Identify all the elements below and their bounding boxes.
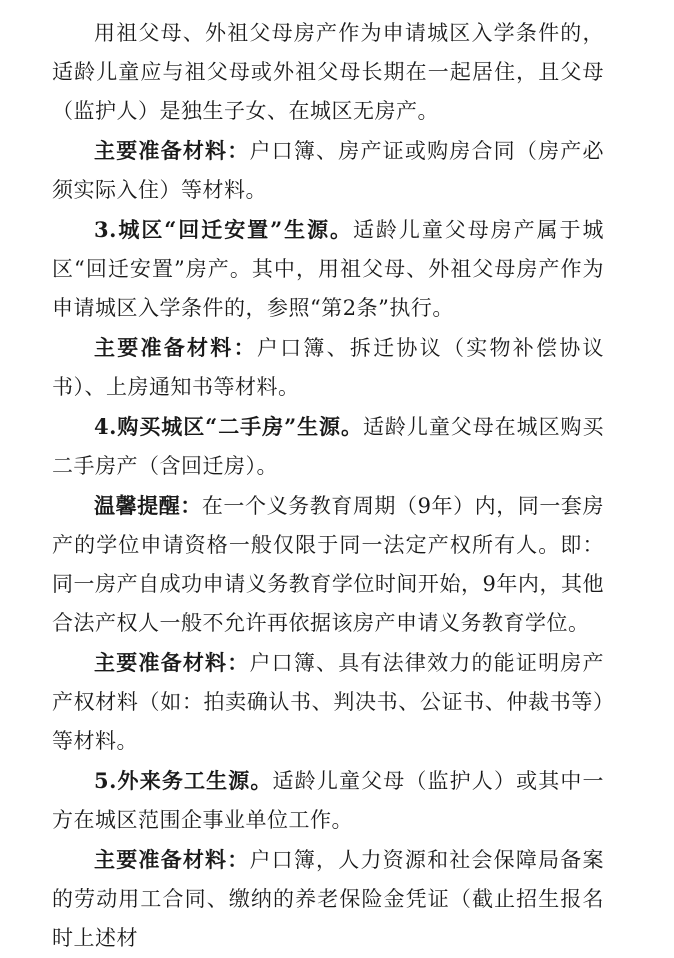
paragraph-second-hand-source	[52, 407, 604, 486]
paragraph-materials-3	[52, 643, 604, 761]
section-heading-3: 3.城区“回迁安置”生源。	[94, 217, 353, 242]
paragraph-migrant-worker-source	[52, 761, 604, 840]
paragraph-resettlement-source	[52, 210, 604, 328]
paragraph-materials-1	[52, 131, 604, 210]
paragraph-reminder	[52, 486, 604, 643]
paragraph-text: 户口簿，人力资源和社会保障局备案的劳动用工合同、缴纳的养老保险金凭证（截止招生报名时上述材	[52, 848, 605, 950]
section-heading-4: 4.购买城区“二手房”生源。	[94, 414, 363, 439]
paragraph-text: 户口簿、房产证或购房合同（房产必须实际入住）等材料。	[52, 139, 605, 202]
section-heading-5: 5.外来务工生源。	[94, 768, 273, 793]
paragraph-materials-4	[52, 840, 604, 958]
paragraph-materials-2	[52, 328, 604, 407]
paragraph-text: 适龄儿童父母在城区购买二手房产（含回迁房）。	[52, 415, 604, 478]
reminder-heading: 温馨提醒：	[94, 493, 202, 518]
materials-heading: 主要准备材料：	[94, 650, 250, 675]
materials-heading: 主要准备材料：	[94, 138, 250, 163]
paragraph-text: 户口簿、具有法律效力的能证明房产产权材料（如：拍卖确认书、判决书、公证书、仲裁书等）等材料。	[52, 651, 605, 753]
paragraph-text: 在一个义务教育周期（9年）内，同一套房产的学位申请资格一般仅限于同一法定产权所有人。即：同一房产自成功申请义务教育学位时间开始，9年内，其他合法产权人一般不允许再依据该房产申请义务教育学位。	[52, 494, 605, 635]
paragraph-grandparents-property	[52, 14, 604, 131]
paragraph-text: 户口簿、拆迁协议（实物补偿协议书）、上房通知书等材料。	[52, 336, 605, 399]
materials-heading: 主要准备材料：	[94, 335, 257, 360]
materials-heading: 主要准备材料：	[94, 847, 250, 872]
paragraph-text: 适龄儿童父母房产属于城区“回迁安置”房产。其中，用祖父母、外祖父母房产作为申请城区入学条件的，参照“第2条”执行。	[52, 218, 604, 320]
paragraph-text: 用祖父母、外祖父母房产作为申请城区入学条件的，适龄儿童应与祖父母或外祖父母长期在一起居住，且父母（监护人）是独生子女、在城区无房产。	[52, 21, 604, 123]
paragraph-text: 适龄儿童父母（监护人）或其中一方在城区范围企事业单位工作。	[52, 769, 604, 832]
